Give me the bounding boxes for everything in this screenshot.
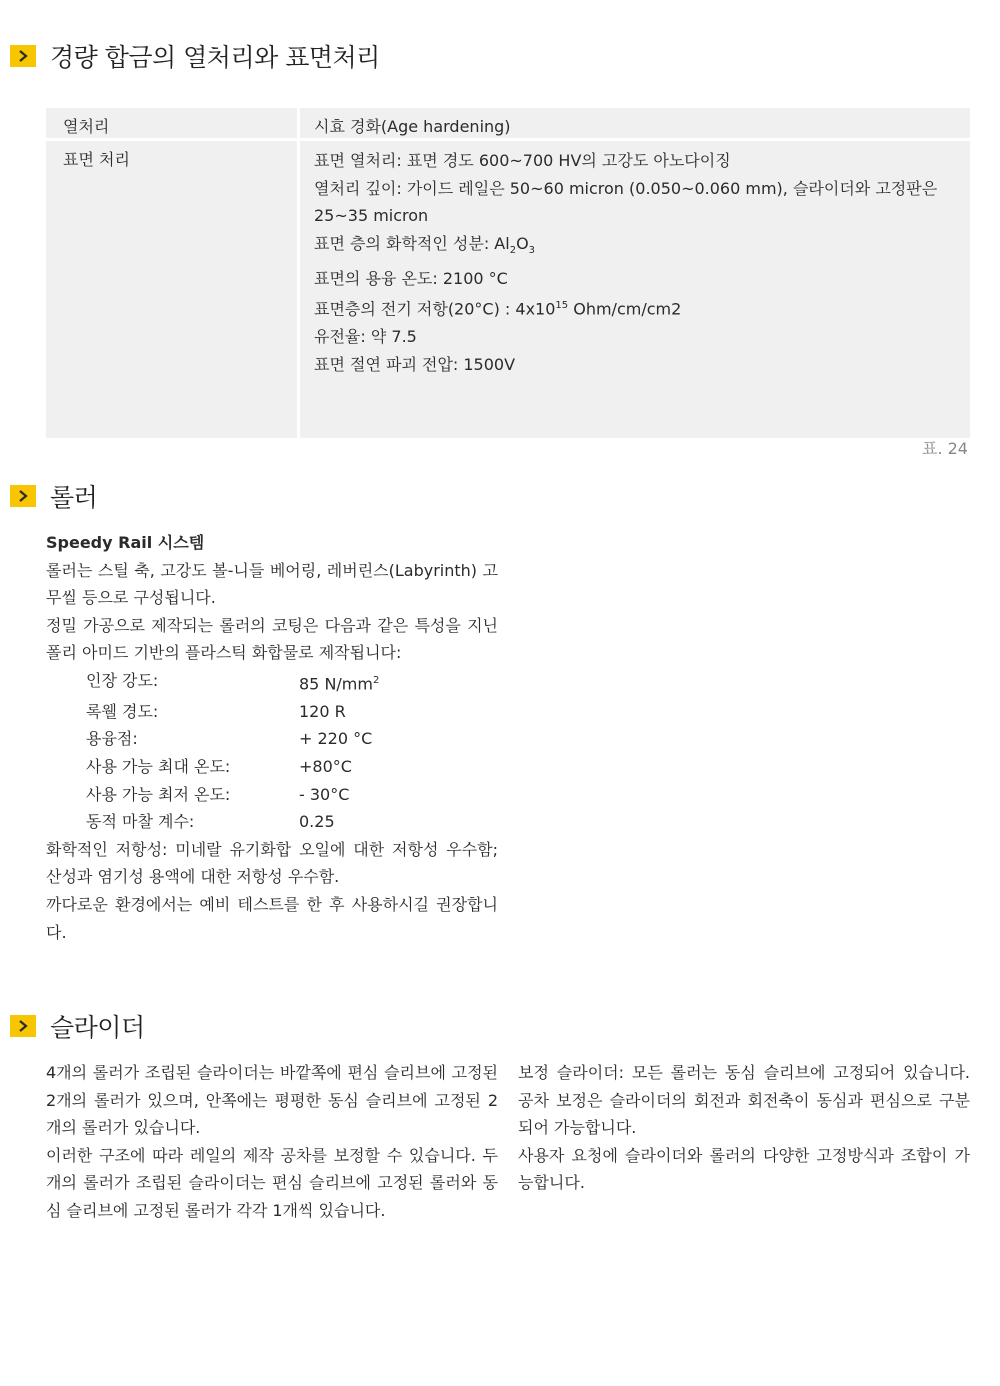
property-value-text: - 30°C xyxy=(299,784,350,804)
spec-text: 표면 층의 화학적인 성분: Al xyxy=(314,233,510,253)
property-row xyxy=(46,667,498,698)
section-heading-roller xyxy=(10,478,97,514)
paragraph: 보정 슬라이더: 모든 롤러는 동심 슬리브에 고정되어 있습니다. 공차 보정은 슬라이더의 회전과 회전축이 동심과 편심으로 구분되어 가능합니다. xyxy=(518,1063,970,1138)
property-value xyxy=(299,698,498,726)
treatment-table xyxy=(46,108,970,438)
chevron-right-icon xyxy=(10,1015,36,1037)
property-row xyxy=(46,781,498,809)
spec-text: O xyxy=(516,233,529,253)
property-value-text: +80°C xyxy=(299,757,352,777)
property-label: 사용 가능 최저 온도: xyxy=(86,784,231,804)
table-label: 표면 처리 xyxy=(63,150,130,169)
property-row xyxy=(46,725,498,753)
property-label: 인장 강도: xyxy=(86,670,159,690)
property-row xyxy=(46,808,498,836)
paragraph: 화학적인 저항성: 미네랄 유기화합 오일에 대한 저항성 우수함; 산성과 염기성 용액에 대한 저항성 우수함. xyxy=(46,839,498,887)
superscript: 2 xyxy=(372,674,380,686)
property-value-text: 0.25 xyxy=(299,812,335,832)
section-title: 경량 합금의 열처리와 표면처리 xyxy=(50,43,380,72)
superscript: 15 xyxy=(555,300,569,312)
chevron-right-icon xyxy=(10,45,36,67)
table-value xyxy=(297,141,970,438)
section-title: 롤러 xyxy=(50,483,98,512)
property-label: 사용 가능 최대 온도: xyxy=(86,757,231,777)
paragraph: 이러한 구조에 따라 레일의 제작 공차를 보정할 수 있습니다. 두 개의 롤러가 조립된 슬라이더는 편심 슬리브에 고정된 롤러와 동심 슬리브에 고정된 롤러가 각각 1개씩 있습니다. xyxy=(46,1145,498,1220)
section-heading-heat-treatment xyxy=(10,38,380,74)
slider-right-column xyxy=(518,1059,970,1197)
spec-line xyxy=(314,230,970,265)
subheading: Speedy Rail 시스템 xyxy=(46,533,205,552)
table-label: 열처리 xyxy=(63,117,110,136)
spec-line: 표면 절연 파괴 전압: 1500V xyxy=(314,354,516,374)
property-value xyxy=(299,667,498,698)
paragraph: 사용자 요청에 슬라이더와 롤러의 다양한 고정방식과 조합이 가능합니다. xyxy=(518,1145,970,1193)
property-value xyxy=(299,753,498,781)
subscript: 2 xyxy=(509,244,517,256)
property-value xyxy=(299,781,498,809)
spec-text: 표면층의 전기 저항(20°C) : 4x10 xyxy=(314,299,556,319)
section-heading-slider xyxy=(10,1008,145,1044)
subscript: 3 xyxy=(528,244,536,256)
spec-line: 표면의 용융 온도: 2100 °C xyxy=(314,268,508,288)
paragraph: 정밀 가공으로 제작되는 롤러의 코팅은 다음과 같은 특성을 지닌 폴리 아미드 기반의 플라스틱 화합물로 제작됩니다: xyxy=(46,615,498,663)
spec-line: 유전율: 약 7.5 xyxy=(314,327,417,347)
slider-left-column xyxy=(46,1059,498,1225)
section-title: 슬라이더 xyxy=(50,1013,145,1042)
property-label: 록웰 경도: xyxy=(86,701,159,721)
spec-line xyxy=(314,292,970,323)
table-row xyxy=(46,138,970,438)
property-label: 용융점: xyxy=(86,729,138,749)
property-label: 동적 마찰 계수: xyxy=(86,812,195,832)
property-value xyxy=(299,725,498,753)
paragraph: 4개의 롤러가 조립된 슬라이더는 바깥쪽에 편심 슬리브에 고정된 2개의 롤러가 있으며, 안쪽에는 평평한 동심 슬리브에 고정된 2개의 롤러가 있습니다. xyxy=(46,1063,498,1138)
paragraph: 까다로운 환경에서는 예비 테스트를 한 후 사용하시길 권장합니다. xyxy=(46,895,498,942)
chevron-right-icon xyxy=(10,485,36,507)
property-value-text: 85 N/mm xyxy=(299,674,373,694)
table-row xyxy=(46,108,970,138)
property-row xyxy=(46,698,498,726)
table-caption: 표. 24 xyxy=(922,439,968,458)
paragraph: 롤러는 스틸 축, 고강도 볼-니들 베어링, 레버린스(Labyrinth) 고무씰 등으로 구성됩니다. xyxy=(46,560,498,608)
property-row xyxy=(46,753,498,781)
roller-section xyxy=(46,529,498,946)
spec-text: Ohm/cm/cm2 xyxy=(568,299,682,319)
property-value xyxy=(299,808,498,836)
property-value-text: + 220 °C xyxy=(299,729,373,749)
spec-line: 열처리 깊이: 가이드 레일은 50~60 micron (0.050~0.060 mm), 슬라이더와 고정판은 25~35 micron xyxy=(314,178,938,226)
property-value-text: 120 R xyxy=(299,701,346,721)
property-list xyxy=(46,667,498,836)
spec-line: 표면 열처리: 표면 경도 600~700 HV의 고강도 아노다이징 xyxy=(314,151,731,170)
table-value: 시효 경화(Age hardening) xyxy=(297,108,970,138)
